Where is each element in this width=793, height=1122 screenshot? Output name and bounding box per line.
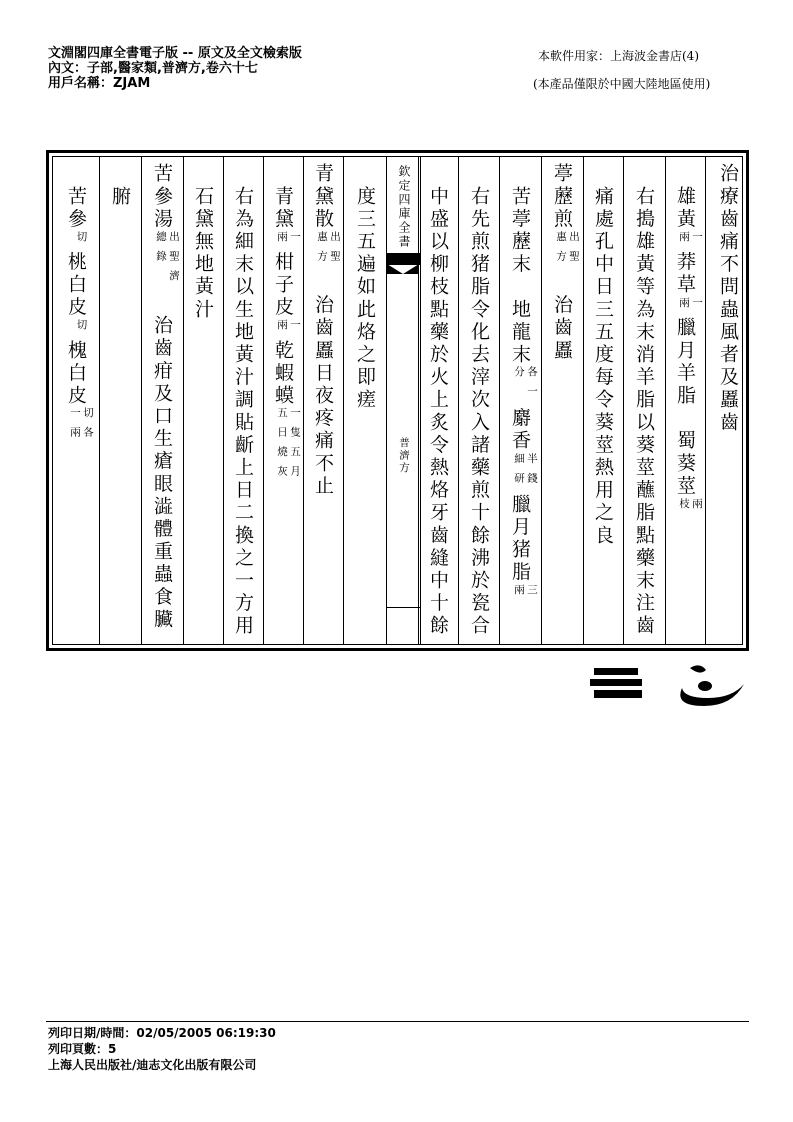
main-text: 柑子皮 [272, 251, 294, 320]
text-column [223, 157, 263, 644]
main-text: 臘月猪脂 [509, 493, 531, 585]
column-text [459, 163, 499, 644]
publisher-logo [590, 660, 750, 710]
main-text: 麝香 [509, 407, 531, 453]
annotation-note: 出聖惠方 [555, 230, 580, 270]
main-text: 治齒䘌 [551, 271, 573, 363]
main-text: 痛處孔中日三五度每令葵莖熱用之良 [592, 163, 614, 548]
annotation-note: 出聖惠方 [316, 230, 341, 270]
main-text: 乾蝦蟆 [272, 339, 294, 408]
text-frame [46, 150, 749, 651]
main-text: 桃白皮 [65, 251, 87, 320]
main-text: 莽草 [674, 251, 696, 297]
annotation-note: 一隻五月五日燒灰 [276, 407, 301, 486]
main-text: 青黛 [272, 163, 294, 231]
column-text [584, 163, 623, 644]
print-datetime: 列印日期/時間：02/05/2005 06:19:30 [48, 1026, 276, 1040]
footer-divider [46, 1021, 749, 1022]
center-divider [387, 607, 420, 608]
text-column [541, 157, 583, 644]
annotation-note: 半錢細研 [513, 452, 538, 492]
text-column [418, 157, 458, 644]
main-text: 苦參 [65, 163, 87, 231]
text-column [183, 157, 223, 644]
main-text: 葶藶煎 [551, 163, 573, 231]
annotation-note: 切各一兩 [69, 407, 94, 447]
text-column [458, 157, 499, 644]
publisher: 上海人民出版社/迪志文化出版有限公司 [48, 1058, 257, 1072]
app-title: 文淵閣四庫全書電子版 -- 原文及全文檢索版 [48, 46, 302, 61]
main-text: 右為細末以生地黃汁調貼齗上日二換之一方用 [232, 163, 254, 638]
text-column [303, 157, 343, 644]
text-column [665, 157, 705, 644]
column-text [184, 163, 223, 644]
licensee: 本軟件用家：上海波金書店(4) [538, 49, 699, 63]
annotation-note: 一兩 [276, 319, 301, 339]
annotation-note: 一兩 [678, 230, 703, 251]
text-column [141, 157, 183, 644]
content-path: 內文：子部,醫家類,普濟方,卷六十七 [48, 61, 258, 76]
text-column [623, 157, 665, 644]
main-text: 右先煎猪脂令化去滓次入諸藥煎十餘沸於瓷合 [468, 163, 490, 638]
main-text: 治療齒痛不問蟲風者及䘌齒 [717, 163, 739, 435]
column-text [264, 163, 303, 644]
fishtail-notch [387, 264, 419, 274]
main-text: 苦葶藶末 地龍末 [509, 163, 531, 367]
text-column [263, 157, 303, 644]
annotation-note: 切 [75, 230, 88, 251]
text-column [705, 157, 750, 644]
main-text: 雄黃 [674, 163, 696, 231]
text-column [53, 157, 99, 644]
column-text [100, 163, 141, 644]
main-text: 腑 [109, 163, 131, 209]
column-text [344, 163, 386, 644]
column-text [304, 163, 343, 644]
main-text: 臘月羊脂 蜀葵莖 [674, 317, 696, 498]
main-text: 槐白皮 [65, 339, 87, 408]
main-text: 右搗雄黃等為末消羊脂以葵莖蘸脂點藥末注齒 [633, 163, 655, 638]
column-text [542, 163, 583, 644]
main-text: 治齒疳及口生瘡眼澁體重蟲食臟 [151, 292, 173, 632]
annotation-note: 一兩 [276, 230, 301, 251]
text-column [583, 157, 623, 644]
main-text: 中盛以柳枝點藥於火上炙令熱烙牙齒縫中十餘 [427, 163, 449, 638]
column-text [53, 163, 99, 644]
section-title: 普濟方 [398, 437, 410, 475]
main-text: 青黛散 [312, 163, 334, 231]
main-text: 治齒䘌日夜疼痛不止 [312, 271, 334, 498]
usage-restriction: (本產品僅限於中國大陸地區使用) [533, 77, 711, 91]
annotation-note: 三兩 [513, 584, 538, 604]
annotation-note: 兩枝 [678, 497, 703, 518]
main-text: 度三五遍如此烙之即瘥 [354, 163, 376, 412]
column-text [666, 163, 705, 644]
annotation-note: 出聖濟總錄 [155, 230, 180, 290]
annotation-note: 各一分 [513, 366, 538, 406]
column-text [624, 163, 665, 644]
center-column [386, 157, 421, 644]
text-columns [52, 156, 743, 645]
book-title: 欽定四庫全書 [397, 165, 411, 249]
main-text: 石黛無地黃汁 [192, 163, 214, 322]
annotation-note: 切 [75, 319, 88, 339]
text-column [99, 157, 141, 644]
column-text [500, 163, 541, 644]
column-text [419, 163, 458, 644]
print-pages: 列印頁數：5 [48, 1042, 117, 1056]
column-text [706, 163, 750, 644]
user-name: 用戶名稱：ZJAM [48, 76, 151, 91]
main-text: 苦參湯 [151, 163, 173, 231]
column-text [224, 163, 263, 644]
column-text [142, 163, 183, 644]
text-column [343, 157, 386, 644]
text-column [499, 157, 541, 644]
annotation-note: 一兩 [678, 296, 703, 317]
